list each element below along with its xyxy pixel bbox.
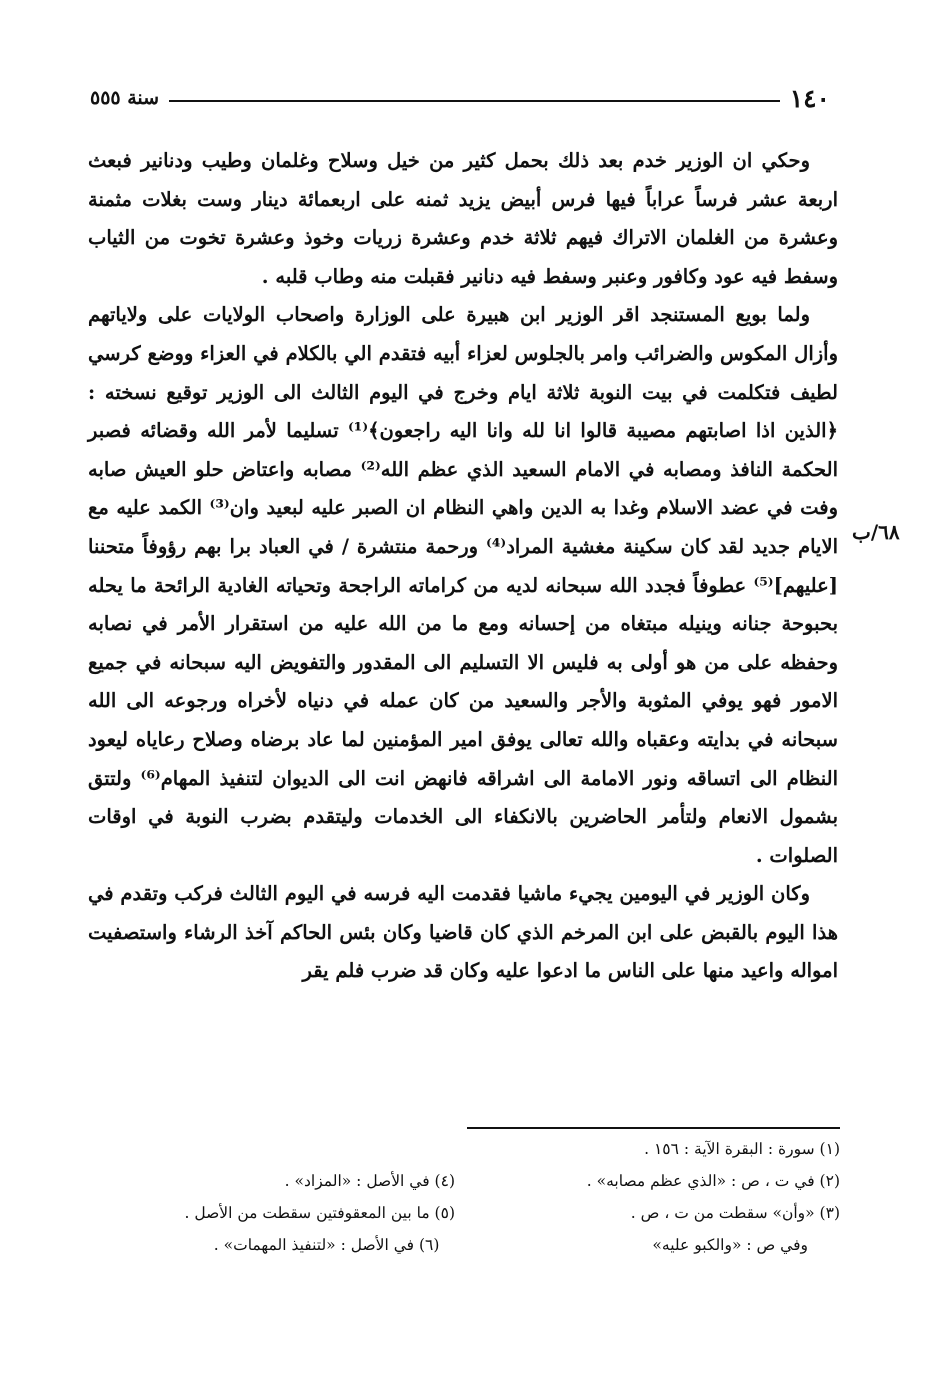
paragraph-1: وحكي ان الوزير خدم بعد ذلك بحمل كثير من خيل وسلاح وغلمان وطيب ودنانير فبعث اربعة عشر فرساً عراباً فيها فرس أبيض يزيد ثمنه على اربعمائة دينار وست بغلات مثمنة وعشرة من الغلمان الاتراك فيهم ثلاثة خدم وعشرة زريات وخوذ وعشرة تخوت من الثياب وسفط فيه عود وكافور وعنبر وسفط فيه دنانير فقبلت منه وطاب قلبه . xyxy=(88,149,838,288)
margin-folio-note: ٦٨/ب xyxy=(852,520,900,544)
footnote-row xyxy=(90,1165,840,1197)
footnote-row xyxy=(90,1133,840,1165)
footnote-row xyxy=(90,1197,840,1229)
paragraph-3: وكان الوزير في اليومين يجيء ماشيا فقدمت اليه فرسه في اليوم الثالث فركب وتقدم في هذا اليوم بالقبض على ابن المرخم الذي كان قاضيا وكان بئس الحاكم آخذ الرشاء واستصفيت امواله واعيد منها على الناس ما ادعوا عليه وكان قد ضرب فلم يقر xyxy=(88,882,838,983)
footnote-3-continuation: وفي ص : «والكبو عليه» xyxy=(652,1236,808,1254)
header-title: سنة ٥٥٥ xyxy=(90,87,160,109)
footnote-rule xyxy=(467,1127,840,1129)
footnote-row xyxy=(90,1229,840,1261)
footnote-2: (٢) في ت ، ص : «الذي عظم مصابه» . xyxy=(586,1172,840,1190)
footnote-1: (١) سورة : البقرة الآية : ١٥٦ . xyxy=(644,1140,840,1158)
page-number: ١٤٠ xyxy=(789,83,830,113)
footnote-6: (٦) في الأصل : «لتنفيذ المهمات» . xyxy=(213,1236,440,1254)
footnote-4: (٤) في الأصل : «المزاد» . xyxy=(284,1172,455,1190)
footnotes xyxy=(90,1133,840,1261)
body-text xyxy=(88,142,838,991)
footnote-3: (٣) «وأن» سقطت من ت ، ص . xyxy=(630,1204,840,1222)
header-rule xyxy=(169,100,780,102)
page-header xyxy=(90,82,830,114)
paragraph-2: ولما بويع المستنجد اقر الوزير ابن هبيرة على الوزارة واصحاب الولايات على ولاياتهم وأزال المكوس والضرائب وامر بالجلوس لعزاء أبيه فتقدم الي بالكلام في العزاء ووضع كرسي لطيف فتكلمت في بيت النوبة ثلاثة ايام وخرج في اليوم الثالث الى الوزير توقيع نسخته :﴿الذين اذا اصابتهم مصيبة قالوا انا لله وانا اليه راجعون﴾⁽¹⁾ تسليما لأمر الله وقضائه فصبر الحكمة النافذ ومصابه في الامام السعيد الذي عظم الله⁽²⁾ مصابه واعتاض حلو العيش صابه وفت في عضد الاسلام وغدا به الدين واهي النظام ان الصبر عليه لبعيد وان⁽³⁾ الكمد عليه مع الايام جديد لقد كان سكينة مغشية المراد⁽⁴⁾ ورحمة منتشرة / في العباد برا بهم رؤوفاً متحننا [عليهم]⁽⁵⁾ عطوفاً فجدد الله سبحانه لديه من كراماته الراجحة وتحياته الغادية الرائحة ما يحله بحبوحة جنانه وينيله مبتغاه من إحسانه ومع ما من الله عليه من استقرار الأمر في نصابه وحفظه على من هو أولى به فليس الا التسليم الى المقدور والتفويض اليه سبحانه في جميع الامور فهو يوفي المثوبة والأجر والسعيد من كان عمله في دنياه لأخراه ورجوعه الى الله سبحانه في بدايته وعقباه والله تعالى يوفق امير المؤمنين لما عاد برضاه وصلاح رعاياه ليعود النظام الى اتساقه ونور الامامة الى اشراقه فانهض انت الى الديوان لتنفيذ المهام⁽⁶⁾ ولتتق بشمول الانعام ولتأمر الحاضرين بالانكفاء الى الخدمات وليتقدم بضرب النوبة في اوقات الصلوات . xyxy=(88,303,838,867)
footnote-5: (٥) ما بين المعقوفتين سقطت من الأصل . xyxy=(184,1204,455,1222)
